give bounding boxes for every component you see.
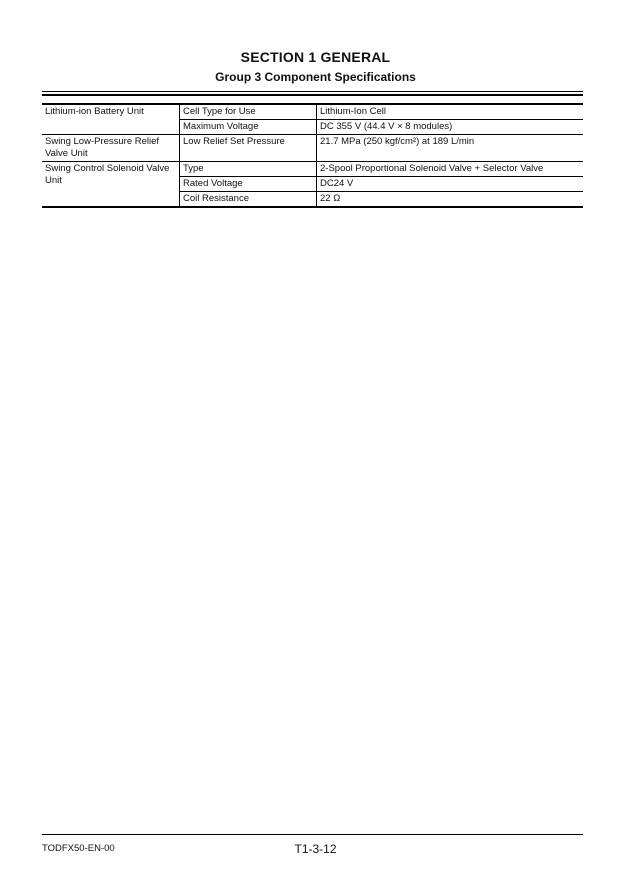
section-title: SECTION 1 GENERAL xyxy=(240,49,391,65)
spec-value: 2-Spool Proportional Solenoid Valve + Selector Valve xyxy=(317,162,584,177)
component-name: Lithium-ion Battery Unit xyxy=(45,106,144,117)
spec-item: Maximum Voltage xyxy=(180,120,317,135)
spec-item: Coil Resistance xyxy=(180,192,317,208)
component-name: Swing Low-Pressure Relief Valve Unit xyxy=(45,136,160,159)
spec-value: Lithium-Ion Cell xyxy=(317,104,584,120)
spec-item: Rated Voltage xyxy=(180,177,317,192)
table-row xyxy=(42,162,583,177)
group-title: Group 3 Component Specifications xyxy=(215,70,416,84)
spec-value: DC 355 V (44.4 V × 8 modules) xyxy=(317,120,584,135)
spec-value: 22 Ω xyxy=(317,192,584,208)
spec-value: DC24 V xyxy=(317,177,584,192)
header-rule-thick xyxy=(42,94,583,96)
spec-value: 21.7 MPa (250 kgf/cm²) at 189 L/min xyxy=(317,135,584,162)
component-spec-table xyxy=(42,103,583,208)
spec-item: Cell Type for Use xyxy=(180,104,317,120)
spec-item: Low Relief Set Pressure xyxy=(180,135,317,162)
spec-item: Type xyxy=(180,162,317,177)
table-row xyxy=(42,104,583,120)
table-row xyxy=(42,135,583,162)
component-name: Swing Control Solenoid Valve Unit xyxy=(45,163,170,186)
document-code: TODFX50-EN-00 xyxy=(42,843,115,854)
page-number: T1-3-12 xyxy=(294,842,337,856)
header-rule-thin xyxy=(42,91,583,92)
footer-rule xyxy=(42,834,583,835)
